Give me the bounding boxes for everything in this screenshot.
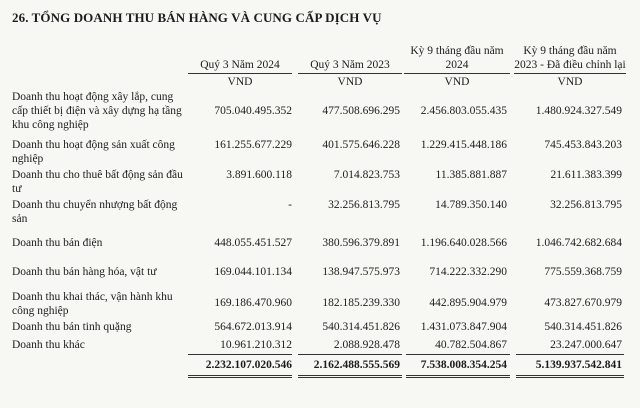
- row-label: Doanh thu hoạt động xây lắp, cung cấp thiết bị điện và xây dựng hạ tầng khu công nghiệp: [12, 91, 182, 131]
- column-header-q3-2023: [298, 58, 402, 89]
- total-value: 2.162.488.555.569: [313, 359, 400, 371]
- cell-value: 745.453.843.203: [544, 139, 622, 151]
- cell-value: 32.256.813.795: [328, 199, 400, 211]
- table-row: [0, 320, 640, 336]
- subtotal-rule: [406, 354, 510, 355]
- cell-value: 1.196.640.028.566: [420, 237, 507, 249]
- column-unit: VND: [227, 76, 253, 88]
- table-row: [0, 138, 640, 166]
- total-value: 7.538.008.354.254: [420, 359, 507, 371]
- table-row: [0, 338, 640, 354]
- section-title: 26. TỔNG DOANH THU BÁN HÀNG VÀ CUNG CẤP DỊCH VỤ: [12, 10, 382, 25]
- table-row: [0, 198, 640, 226]
- cell-value: 473.827.670.979: [544, 297, 622, 309]
- total-double-rule: [188, 375, 292, 378]
- column-header-9m-2023-restated: [514, 16, 626, 89]
- cell-value: 564.672.013.914: [214, 321, 292, 333]
- row-label: Doanh thu hoạt động sản xuất công nghiệp: [12, 139, 175, 165]
- cell-value: 1.431.073.847.904: [420, 321, 507, 333]
- table-row: [0, 265, 640, 281]
- column-label: Quý 3 Năm 2023: [310, 59, 390, 71]
- cell-value: 10.961.210.312: [220, 339, 292, 351]
- column-label: Kỳ 9 tháng đầu năm 2024: [410, 45, 504, 71]
- cell-value: 2.456.803.055.435: [420, 105, 507, 117]
- total-double-rule: [406, 375, 510, 378]
- cell-value: 775.559.368.759: [544, 266, 622, 278]
- cell-value: -: [288, 199, 292, 211]
- cell-value: 7.014.823.753: [333, 169, 400, 181]
- cell-value: 169.044.101.134: [214, 266, 292, 278]
- total-double-rule: [298, 375, 402, 378]
- column-unit: VND: [444, 76, 470, 88]
- column-unit: VND: [337, 76, 363, 88]
- subtotal-rule: [188, 354, 292, 355]
- cell-value: 714.222.332.290: [429, 266, 507, 278]
- cell-value: 1.046.742.682.684: [535, 237, 622, 249]
- cell-value: 138.947.575.973: [322, 266, 400, 278]
- table-row: [0, 90, 640, 132]
- column-label: Quý 3 Năm 2024: [200, 59, 280, 71]
- column-unit: VND: [557, 76, 583, 88]
- row-label: Doanh thu chuyển nhượng bất động sản: [12, 199, 178, 225]
- cell-value: 2.088.928.478: [333, 339, 400, 351]
- cell-value: 161.255.677.229: [214, 139, 292, 151]
- row-label: Doanh thu bán điện: [12, 237, 103, 249]
- row-label: Doanh thu bán tinh quặng: [12, 321, 132, 333]
- cell-value: 182.185.239.330: [322, 297, 400, 309]
- cell-value: 14.789.350.140: [435, 199, 507, 211]
- cell-value: 23.247.000.647: [550, 339, 622, 351]
- table-row: [0, 290, 640, 318]
- cell-value: 32.256.813.795: [550, 199, 622, 211]
- row-label: Doanh thu khác: [12, 339, 85, 351]
- cell-value: 1.480.924.327.549: [535, 105, 622, 117]
- table-row: [0, 168, 640, 196]
- cell-value: 401.575.646.228: [322, 139, 400, 151]
- cell-value: 448.055.451.527: [214, 237, 292, 249]
- row-label: Doanh thu cho thuê bất động sản đầu tư: [12, 169, 183, 195]
- row-label: Doanh thu bán hàng hóa, vật tư: [12, 266, 157, 278]
- total-row: [0, 358, 640, 374]
- cell-value: 169.186.470.960: [214, 297, 292, 309]
- cell-value: 540.314.451.826: [322, 321, 400, 333]
- cell-value: 442.895.904.979: [429, 297, 507, 309]
- cell-value: 705.040.495.352: [214, 105, 292, 117]
- cell-value: 40.782.504.867: [435, 339, 507, 351]
- subtotal-rule: [516, 354, 624, 355]
- column-header-9m-2024: [404, 30, 510, 89]
- total-value: 5.139.937.542.841: [535, 359, 622, 371]
- cell-value: 1.229.415.448.186: [420, 139, 507, 151]
- table-row: [0, 236, 640, 252]
- cell-value: 477.508.696.295: [322, 105, 400, 117]
- cell-value: 540.314.451.826: [544, 321, 622, 333]
- row-label: Doanh thu khai thác, vận hành khu công nghiệp: [12, 291, 173, 317]
- subtotal-rule: [298, 354, 402, 355]
- cell-value: 11.385.881.887: [435, 169, 507, 181]
- cell-value: 3.891.600.118: [226, 169, 292, 181]
- column-label: Kỳ 9 tháng đầu năm 2023 - Đã điều chỉnh lại: [514, 45, 626, 71]
- total-value: 2.232.107.020.546: [205, 359, 292, 371]
- cell-value: 380.596.379.891: [322, 237, 400, 249]
- total-double-rule: [516, 375, 624, 378]
- cell-value: 21.611.383.399: [550, 169, 622, 181]
- column-header-q3-2024: [188, 58, 292, 89]
